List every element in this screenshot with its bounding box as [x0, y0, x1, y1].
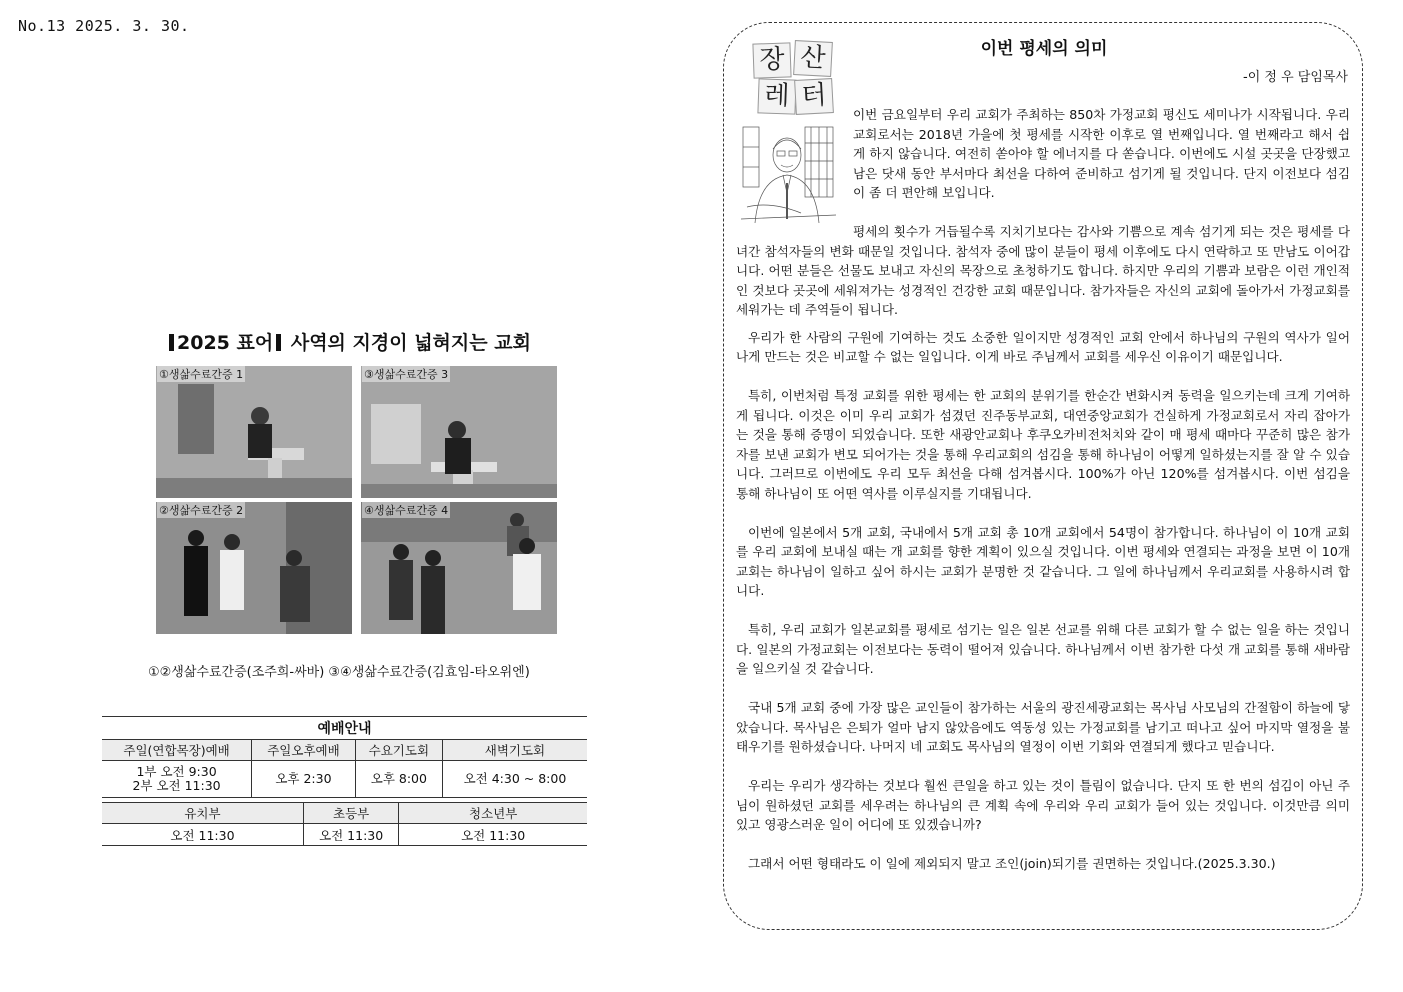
portrait-spacer [736, 105, 853, 220]
worship-val-sunday-1: 1부 오전 9:30 [136, 764, 217, 779]
photo-image [156, 502, 352, 634]
worship-val-youth: 오전 11:30 [399, 824, 587, 846]
worship-val-sunday-2: 2부 오전 11:30 [132, 778, 221, 793]
letter-paragraph: 그래서 어떤 형태라도 이 일에 제외되지 말고 조인(join)되기를 권면하는 것입니다.(2025.3.30.) [748, 856, 1276, 871]
worship-col-sunday-afternoon: 주일오후예배 [252, 740, 356, 761]
letter-paragraph: 국내 5개 교회 중에 가장 많은 교인들이 참가하는 서울의 광진세광교회는 목사님 사모님의 간절함이 하늘에 닿았습니다. 목사님은 은퇴가 얼마 남지 않았음에도 역동성 있는 가정교회를 남기고 떠나고 싶어 마지막 열정을 불태우기를 원하셨습니다. 나머지 네 교회도 목사님의 열정이 이번 기회와 연결되게 했다고 믿습니다. [736, 700, 1350, 754]
worship-val-elementary: 오전 11:30 [303, 824, 398, 846]
worship-col-youth: 청소년부 [399, 803, 587, 824]
letter-tile: 레 [757, 78, 796, 114]
pastor-letter [723, 22, 1363, 930]
letter-paragraph: 특히, 우리 교회가 일본교회를 평세로 섬기는 일은 일본 선교를 위해 다른 교회가 할 수 없는 일을 하는 것입니다. 일본의 가정교회는 이전보다는 동력이 떨어져 있습니다. 하나님께서 이번 참가한 다섯 개 교회를 통해 새바람을 일으키실 것 같습니다. [736, 622, 1350, 676]
letter-title: 이번 평세의 의미 [980, 39, 1108, 59]
worship-schedule [102, 716, 587, 846]
worship-title: 예배안내 [102, 717, 587, 740]
worship-col-elementary: 초등부 [303, 803, 398, 824]
photo-testimony-1 [156, 366, 352, 498]
photo-caption-4: ④생삶수료간증 4 [364, 504, 449, 517]
worship-col-dawn: 새벽기도회 [442, 740, 587, 761]
letter-author: -이 정 우 담임목사 [1243, 70, 1348, 85]
letter-paragraph: 이번에 일본에서 5개 교회, 국내에서 5개 교회 총 10개 교회에서 54명이 참가합니다. 하나님이 이 10개 교회를 우리 교회에 보내실 때는 개 교회를 향한 계획이 있으실 것입니다. 이번 평세와 연결되는 과정을 보면 이 10개 교회는 하나님이 일하고 싶어 하시는 교회가 분명한 것 같습니다. 그 일에 하나님께서 우리교회를 사용하시려 합니다. [736, 524, 1350, 598]
letter-tile: 터 [794, 78, 834, 115]
letter-paragraph: 우리는 우리가 생각하는 것보다 훨씬 큰일을 하고 있는 것이 틀림이 없습니다. 단지 또 한 번의 섬김이 아닌 주님이 원하셨던 교회를 세우려는 하나님의 큰 계획 속에 우리와 우리 교회가 들어 있는 것입니다. 이것만큼 의미 있고 영광스러운 일이 어디에 또 있겠습니까? [736, 778, 1350, 832]
worship-col-sunday: 주일(연합목장)예배 [102, 740, 252, 761]
photo-image [156, 366, 352, 498]
motto-text: 사역의 지경이 넓혀지는 교회 [290, 332, 531, 354]
letter-paragraph: 평세의 횟수가 거듭될수록 지치기보다는 감사와 기쁨으로 계속 섬기게 되는 것은 평세를 다녀간 참석자들의 변화 때문일 것입니다. 참석자 중에 많이 분들이 평세 이후에도 다시 연락하고 또 만남도 이어갑니다. 어떤 분들은 선물도 보내고 자신의 목장으로 초청하기도 합니다. 하지만 우리의 기쁨과 보람은 이런 개인적인 것보다 곳곳에 세워져가는 성경적인 건강한 교회 때문입니다. 참가자들은 자신의 교회에 돌아가서 가정교회를 세워가는 데 주역들이 됩니다. [736, 224, 1350, 317]
worship-val-sunday [102, 761, 252, 798]
letter-tile: 장 [752, 42, 791, 78]
photo-caption-2: ②생삶수료간증 2 [159, 504, 244, 517]
worship-table [102, 716, 587, 846]
photo-image [361, 502, 557, 634]
photo-testimony-3 [361, 366, 557, 498]
letter-body [736, 105, 1350, 893]
worship-val-kindergarten: 오전 11:30 [102, 824, 303, 846]
photo-grid [156, 366, 556, 632]
motto-bar-right [276, 334, 281, 351]
photo-group-caption: ①②생삶수료간증(조주희-싸바) ③④생삶수료간증(김효임-타오위엔) [148, 665, 530, 680]
worship-val-dawn: 오전 4:30 ~ 8:00 [442, 761, 587, 798]
letter-tile: 산 [793, 40, 833, 77]
portrait-spacer [736, 222, 853, 228]
photo-testimony-2 [156, 502, 352, 634]
photo-caption-1: ①생삶수료간증 1 [159, 368, 244, 381]
worship-col-kindergarten: 유치부 [102, 803, 303, 824]
letter-paragraph: 이번 금요일부터 우리 교회가 주최하는 850차 가정교회 평신도 세미나가 시작됩니다. 우리 교회로서는 2018년 가을에 첫 평세를 시작한 이후로 열 번째입니다. 열 번째라고 해서 쉽게 하지 않습니다. 여전히 쏟아야 할 에너지를 다 쏟습니다. 이번에도 시설 곳곳을 단장했고 남은 닷새 동안 부서마다 최선을 다하여 준비하고 섬기게 될 것입니다. 단지 이전보다 섬김이 좀 더 편안해 보입니다. [853, 107, 1350, 200]
motto-prefix: 2025 표어 [177, 332, 274, 354]
worship-val-wednesday: 오후 8:00 [355, 761, 442, 798]
letter-paragraph: 특히, 이번처럼 특정 교회를 위한 평세는 한 교회의 분위기를 한순간 변화시켜 동력을 일으키는데 크게 기여하게 됩니다. 이것은 이미 우리 교회가 섬겼던 진주동부교회, 대연중앙교회가 건실하게 가정교회로서 자리 잡아가는 것을 통해 증명이 되었습니다. 또한 새광안교회나 후쿠오카비전처치와 같이 매 평세 때마다 꾸준히 많은 참가자를 보낸 교회가 변모 되어가는 것을 통해 우리교회의 섬김을 통해 하나님이 어떻게 일하셨는지를 잘 알 수 있습니다. 그러므로 이번에도 우리 모두 최선을 다해 섬겨봅시다. 100%가 아닌 120%를 섬겨봅시다. 이번 섬김을 통해 하나님이 또 어떤 역사를 이루실지를 기대됩니다. [736, 388, 1350, 501]
motto-bar-left [169, 334, 174, 351]
letter-paragraph: 우리가 한 사람의 구원에 기여하는 것도 소중한 일이지만 성경적인 교회 안에서 하나님의 구원의 역사가 일어나게 만드는 것은 비교할 수 없는 일입니다. 이게 바로 주님께서 교회를 세우신 이유이기 때문입니다. [736, 329, 1350, 364]
annual-motto [166, 328, 531, 355]
worship-col-wednesday: 수요기도회 [355, 740, 442, 761]
photo-image [361, 366, 557, 498]
issue-number: No.13 2025. 3. 30. [18, 17, 190, 35]
worship-val-sunday-afternoon: 오후 2:30 [252, 761, 356, 798]
photo-caption-3: ③생삶수료간증 3 [364, 368, 449, 381]
photo-testimony-4 [361, 502, 557, 634]
